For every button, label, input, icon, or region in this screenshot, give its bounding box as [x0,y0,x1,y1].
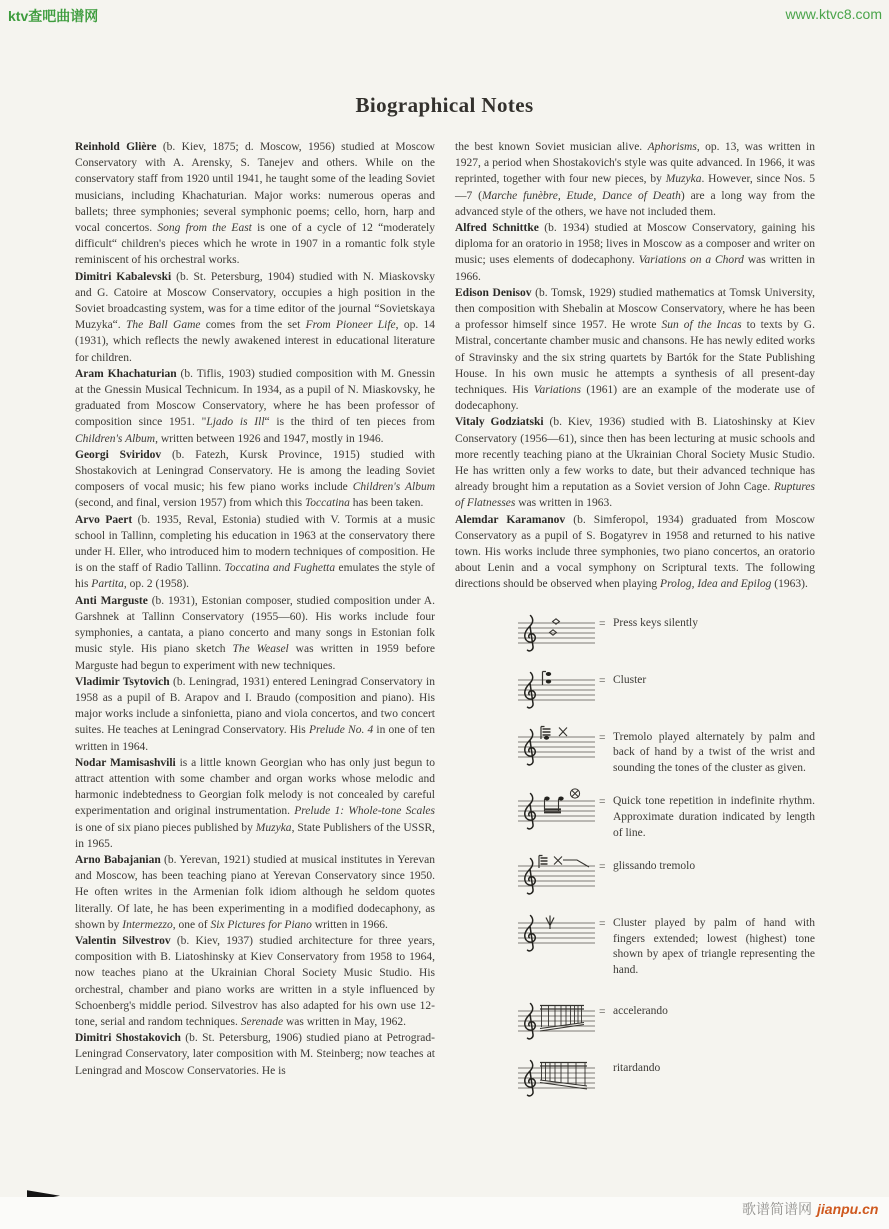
legend-row-tremolo-cluster [509,723,815,777]
bio-paragraph: Vladimir Tsytovich (b. Leningrad, 1931) entered Leningrad Conservatory in 1958 as a pupil of B. Arapov and I. Braudo (composition and piano). His major works include a sinfonietta, piano and viola concertos, and two concert suites. He teaches at Leningrad Conservatory. His Prelude No. 4 in one of ten written in 1964. [75,675,436,753]
notation-label: accelerando [613,1004,668,1017]
page-title: Biographical Notes [355,93,534,118]
legend-row-glissando-tremolo [509,852,815,898]
right-column [455,139,815,1111]
left-column [75,139,435,1079]
watermark-bottom-right [742,1199,878,1219]
bio-paragraph: Reinhold Glière (b. Kiev, 1875; d. Moscow, 1956) studied at Moscow Conservatory with A. Arensky, S. Tanejev and others. While on the conservatory staff from 1920 until 1941, he taught some of the leading Soviet musicians, including Khachaturian. Major works: numerous operas and ballets; three symphonies; several symphonic poems; cello, horn, harp and vocal concertos. Song from the East is one of a cycle of 12 “moderately difficult“ children's pieces which he wrote in 1907 in a romantic folk style reminiscent of his orchestral works. [75,141,435,267]
bio-paragraph: Anti Marguste (b. 1931), Estonian composer, studied composition under A. Garshnek at Tallinn Conservatory (1955—60). His works include four symphonies, a cantata, a piano concerto and many songs in Estonian folk music style. His piano sketch The Weasel was written in 1959 before Marguste had begun to experiment with new techniques. [75,594,436,672]
equals-sign: = [599,731,606,744]
notation-label: Press keys silently [613,616,698,629]
notation-accelerando-icon [509,997,599,1043]
equals-sign: = [599,617,606,630]
notation-press-keys-silently-icon [509,609,599,655]
notation-ritardando-icon [509,1054,599,1100]
bio-paragraph: Vitaly Godziatski (b. Kiev, 1936) studied with B. Liatoshinsky at Kiev Conservatory (1956—61), since then has been lecturing at music schools and more recently teaching piano at the Ukrainian Choral Society Music Studio. He has written only a few works to date, but their advanced technique has already brought him a reputation as a Soviet version of John Cage. Ruptures of Flatnesses was written in 1963. [455,416,816,510]
legend-row-cluster [509,666,815,712]
bio-paragraph: Alfred Schnittke (b. 1934) studied at Moscow Conservatory, gaining his diploma for an oratorio in 1958; lives in Moscow as a composer and writer on music; uses elements of dodecaphony. Variations on a Chord was written in 1966. [455,222,815,283]
bio-paragraph: Aram Khachaturian (b. Tiflis, 1903) studied composition with M. Gnessin at the Gnessin Musical Technicum. In 1934, as a pupil of N. Miaskovsky, he graduated from Moscow Conservatory, where he has been professor of composition since 1951. "Ljado is Ill“ is the third of ten pieces from Children's Album, written between 1926 and 1947, mostly in 1946. [75,367,436,445]
notation-label: Quick tone repetition in indefinite rhythm. Approximate duration indicated by length of line. [613,795,815,839]
bio-paragraph: Valentin Silvestrov (b. Kiev, 1937) studied architecture for three years, composition with B. Liatoshinsky at Kiev Conservatory from 1958 to 1964, now teaches piano at the Ukrainian Choral Society Music Studio. His orchestral, chamber and piano works are written in a style influenced by Schoenberg's middle period. Silvestrov has also adapted for his own use 12-tone, serial and random techniques. Serenade was written in May, 1962. [75,934,435,1028]
legend-row-palm-cluster [509,909,815,978]
legend-row-accelerando [509,997,815,1043]
watermark-site-name: 歌谱简谱网 [742,1201,812,1217]
legend-row-press-keys [509,609,815,655]
notation-label: Cluster [613,673,647,686]
bio-paragraph: Arvo Paert (b. 1935, Reval, Estonia) studied with V. Tormis at a music school in Tallinn, completing his education in 1963 at the conservatory there under H. Eller, who introduced him to modern techniques of composition. He is on the staff of Radio Tallinn. Toccatina and Fughetta emulates the style of his Partita, op. 2 (1958). [75,513,435,591]
notation-legend [455,609,815,1100]
notation-label: glissando tremolo [613,860,696,873]
notation-quick-tone-repetition-icon [509,787,599,833]
bio-paragraph: Arno Babajanian (b. Yerevan, 1921) studied at musical institutes in Yerevan and Moscow, has been teaching piano at Yerevan Conservatory since 1950. He often writes in the Armenian folk idiom although he seldom quotes literally. Of late, he has been experimenting in a modified dodecaphony, as shown by Intermezzo, one of Six Pictures for Piano written in 1966. [75,853,435,931]
equals-sign: = [599,796,606,809]
watermark-top-right: www.ktvc8.com [785,6,882,22]
bio-paragraph: Edison Denisov (b. Tomsk, 1929) studied mathematics at Tomsk University, then composition with Shebalin at Moscow Conservatory, where he has been a professor himself since 1957. He wrote Sun of the Incas to texts by G. Mistral, concertante chamber music and chansons. He has newly edited works of Stravinsky and the six string quartets by Bartók for the State Publishing House. In his own music he attempts a synthesis of all present-day techniques. His Variations (1961) are an example of the moderate use of dodecaphony. [455,286,816,413]
legend-row-quick-repetition [509,787,815,841]
equals-sign: = [599,1005,606,1018]
bio-paragraph: Alemdar Karamanov (b. Simferopol, 1934) graduated from Moscow Conservatory as a pupil of S. Bogatyrev in 1958 and returned to his native town. His works include three symphonies, two piano concertos, an oratorio about Lenin and a vocal symphony on Scriptural texts. The following directions should be observed when playing Prolog, Idea and Epilog (1963). [455,513,815,591]
watermark-domain: jianpu.cn [817,1201,879,1217]
right-column-paragraphs [455,139,815,593]
equals-sign: = [599,861,606,874]
bio-paragraph: Nodar Mamisashvili is a little known Georgian who has only just begun to attract attention with some chamber and organ works whose melodic and harmonic indebtedness to Georgian folk melody is not concealed by careful experimentation and original instrumentation. Prelude 1: Whole-tone Scales is one of six piano pieces published by Muzyka, State Publishers of the USSR, in 1965. [75,756,436,850]
notation-label: Tremolo played alternately by palm and back of hand by a twist of the wrist and sounding the tones of the cluster as given. [613,730,815,774]
bio-paragraph: Georgi Sviridov (b. Fatezh, Kursk Province, 1915) studied with Shostakovich at Leningrad Conservatory. He is among the leading Soviet composers of vocal music; his few piano works include Children's Album (second, and final, version 1957) from which this Toccatina has been taken. [75,448,436,510]
bio-paragraph: Dimitri Shostakovich (b. St. Petersburg, 1906) studied piano at Petrograd-Leningrad Conservatory, later composition with M. Steinberg; now teaches at Leningrad and Moscow Conservatories. He is [75,1032,435,1077]
bio-paragraph: Dimitri Kabalevski (b. St. Petersburg, 1904) studied with N. Miaskovsky and G. Catoire at Moscow Conservatory, occupies a high position in the Soviet broadcasting system, was for a time editor of the journal “Sovietskaya Muzyka“. The Ball Game comes from the set From Pioneer Life, op. 14 (1931), which reflects the newly awakened interest in educational literature for children. [75,270,436,364]
watermark-top-left: ktv查吧曲谱网 [8,8,99,24]
equals-sign: = [599,918,606,931]
notation-label: Cluster played by palm of hand with fingers extended; lowest (highest) tone shown by apex of triangle representing the hand. [613,917,815,977]
notation-palm-cluster-icon [509,909,599,955]
legend-row-ritardando [509,1054,815,1100]
bio-paragraph: the best known Soviet musician alive. Aphorisms, op. 13, was written in 1927, a period when Shostakovich's style was quite advanced. In 1966, it was reprinted, together with four new pieces, by Muzyka. However, since Nos. 5—7 (Marche funèbre, Etude, Dance of Death) are a long way from the advanced style of the others, we have not included them. [455,141,816,218]
equals-sign: = [599,674,606,687]
notation-tremolo-cluster-icon [509,723,599,769]
notation-cluster-icon [509,666,599,712]
notation-label: ritardando [613,1061,661,1074]
notation-glissando-tremolo-icon [509,852,599,898]
